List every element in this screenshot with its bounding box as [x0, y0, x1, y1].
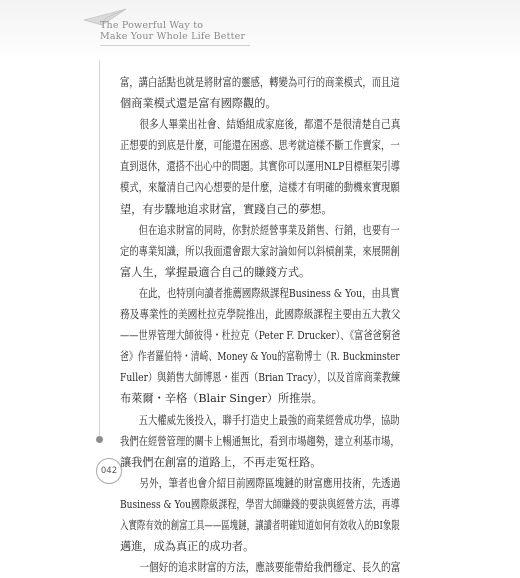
- text-line: 務及專業性的美國杜拉克學院推出，此國際級課程主要由五大教父: [120, 308, 401, 322]
- page-number: 042: [96, 458, 122, 484]
- text-line: 一個好的追求財富的方法，應該要能帶給我們穩定、長久的富: [120, 561, 401, 575]
- text-line: 入實際有效的創富工具——區塊鏈，讓讀者明確知道如何有效收入的BI象限: [120, 518, 400, 532]
- running-header: [0, 0, 520, 58]
- header-title-line1: The Powerful Way to: [100, 20, 204, 31]
- text-line: 定的專業知識，所以我面還會跟大家討論如何以斜槓創業，來展開創: [120, 244, 400, 258]
- header-divider: [100, 45, 250, 46]
- text-line: 望，有步驟地追求財富，實踐自己的夢想。: [120, 202, 333, 216]
- text-line: 個商業模式還是富有國際觀的。: [120, 97, 277, 111]
- body-text: [120, 72, 400, 578]
- text-line: 邁進，成為真正的成功者。: [120, 540, 255, 554]
- text-line: ——世界管理大師彼得・杜拉克（Peter F. Drucker）、《富爸爸窮爸: [120, 329, 401, 343]
- text-line: 很多人畢業出社會、結婚組成家庭後，都還不是很清楚自己真: [120, 118, 401, 132]
- text-line: Fuller）與銷售大師博恩・崔西（Brian Tracy），以及首席商業教練: [120, 371, 401, 385]
- text-line: 布萊爾・辛格（Blair Singer）所推崇。: [120, 392, 323, 406]
- header-title-line2: Make Your Whole Life Better: [100, 31, 246, 42]
- margin-rule-dot: [96, 436, 103, 443]
- text-line: 爸》作者羅伯特・清崎、Money & You的富勒博士（R. Buckminster: [120, 350, 400, 364]
- text-line: 讓我們在創富的道路上，不再走冤枉路。: [120, 455, 322, 469]
- text-line: 模式，來釐清自己內心想要的是什麼，這樣才有明確的動機來實現願: [120, 181, 400, 195]
- text-line: 在此，也特別向讀者推薦國際級課程Business & You，由具實: [120, 286, 400, 300]
- text-line: 但在追求財富的同時，你對於經營事業及銷售、行銷，也要有一: [120, 223, 400, 237]
- text-line: 正想要的到底是什麼，可能還在困惑、思考就這樣不斷工作賣家，一: [120, 139, 400, 153]
- text-line: 我們在經營管理的關卡上暢通無比，看到市場趨勢，建立利基市場，: [120, 434, 400, 448]
- text-line: Business & You國際級課程，學習大師賺錢的要訣與經營方法，再導: [120, 497, 400, 511]
- text-line: 五大權威先後投入，聯手打造史上最強的商業經營成功學，協助: [120, 413, 400, 427]
- text-line: 富人生，掌握最適合自己的賺錢方式。: [120, 265, 311, 279]
- margin-rule: [99, 60, 100, 436]
- text-line: 富，講白話點也就是將財富的靈感，轉變為可行的商業模式，而且這: [120, 76, 400, 89]
- text-line: 另外，筆者也會介紹目前國際區塊鏈的財富應用技術，先透過: [120, 476, 401, 490]
- text-line: 直到退休，還搭不出心中的問題。其實你可以運用NLP目標框架引導: [120, 160, 400, 174]
